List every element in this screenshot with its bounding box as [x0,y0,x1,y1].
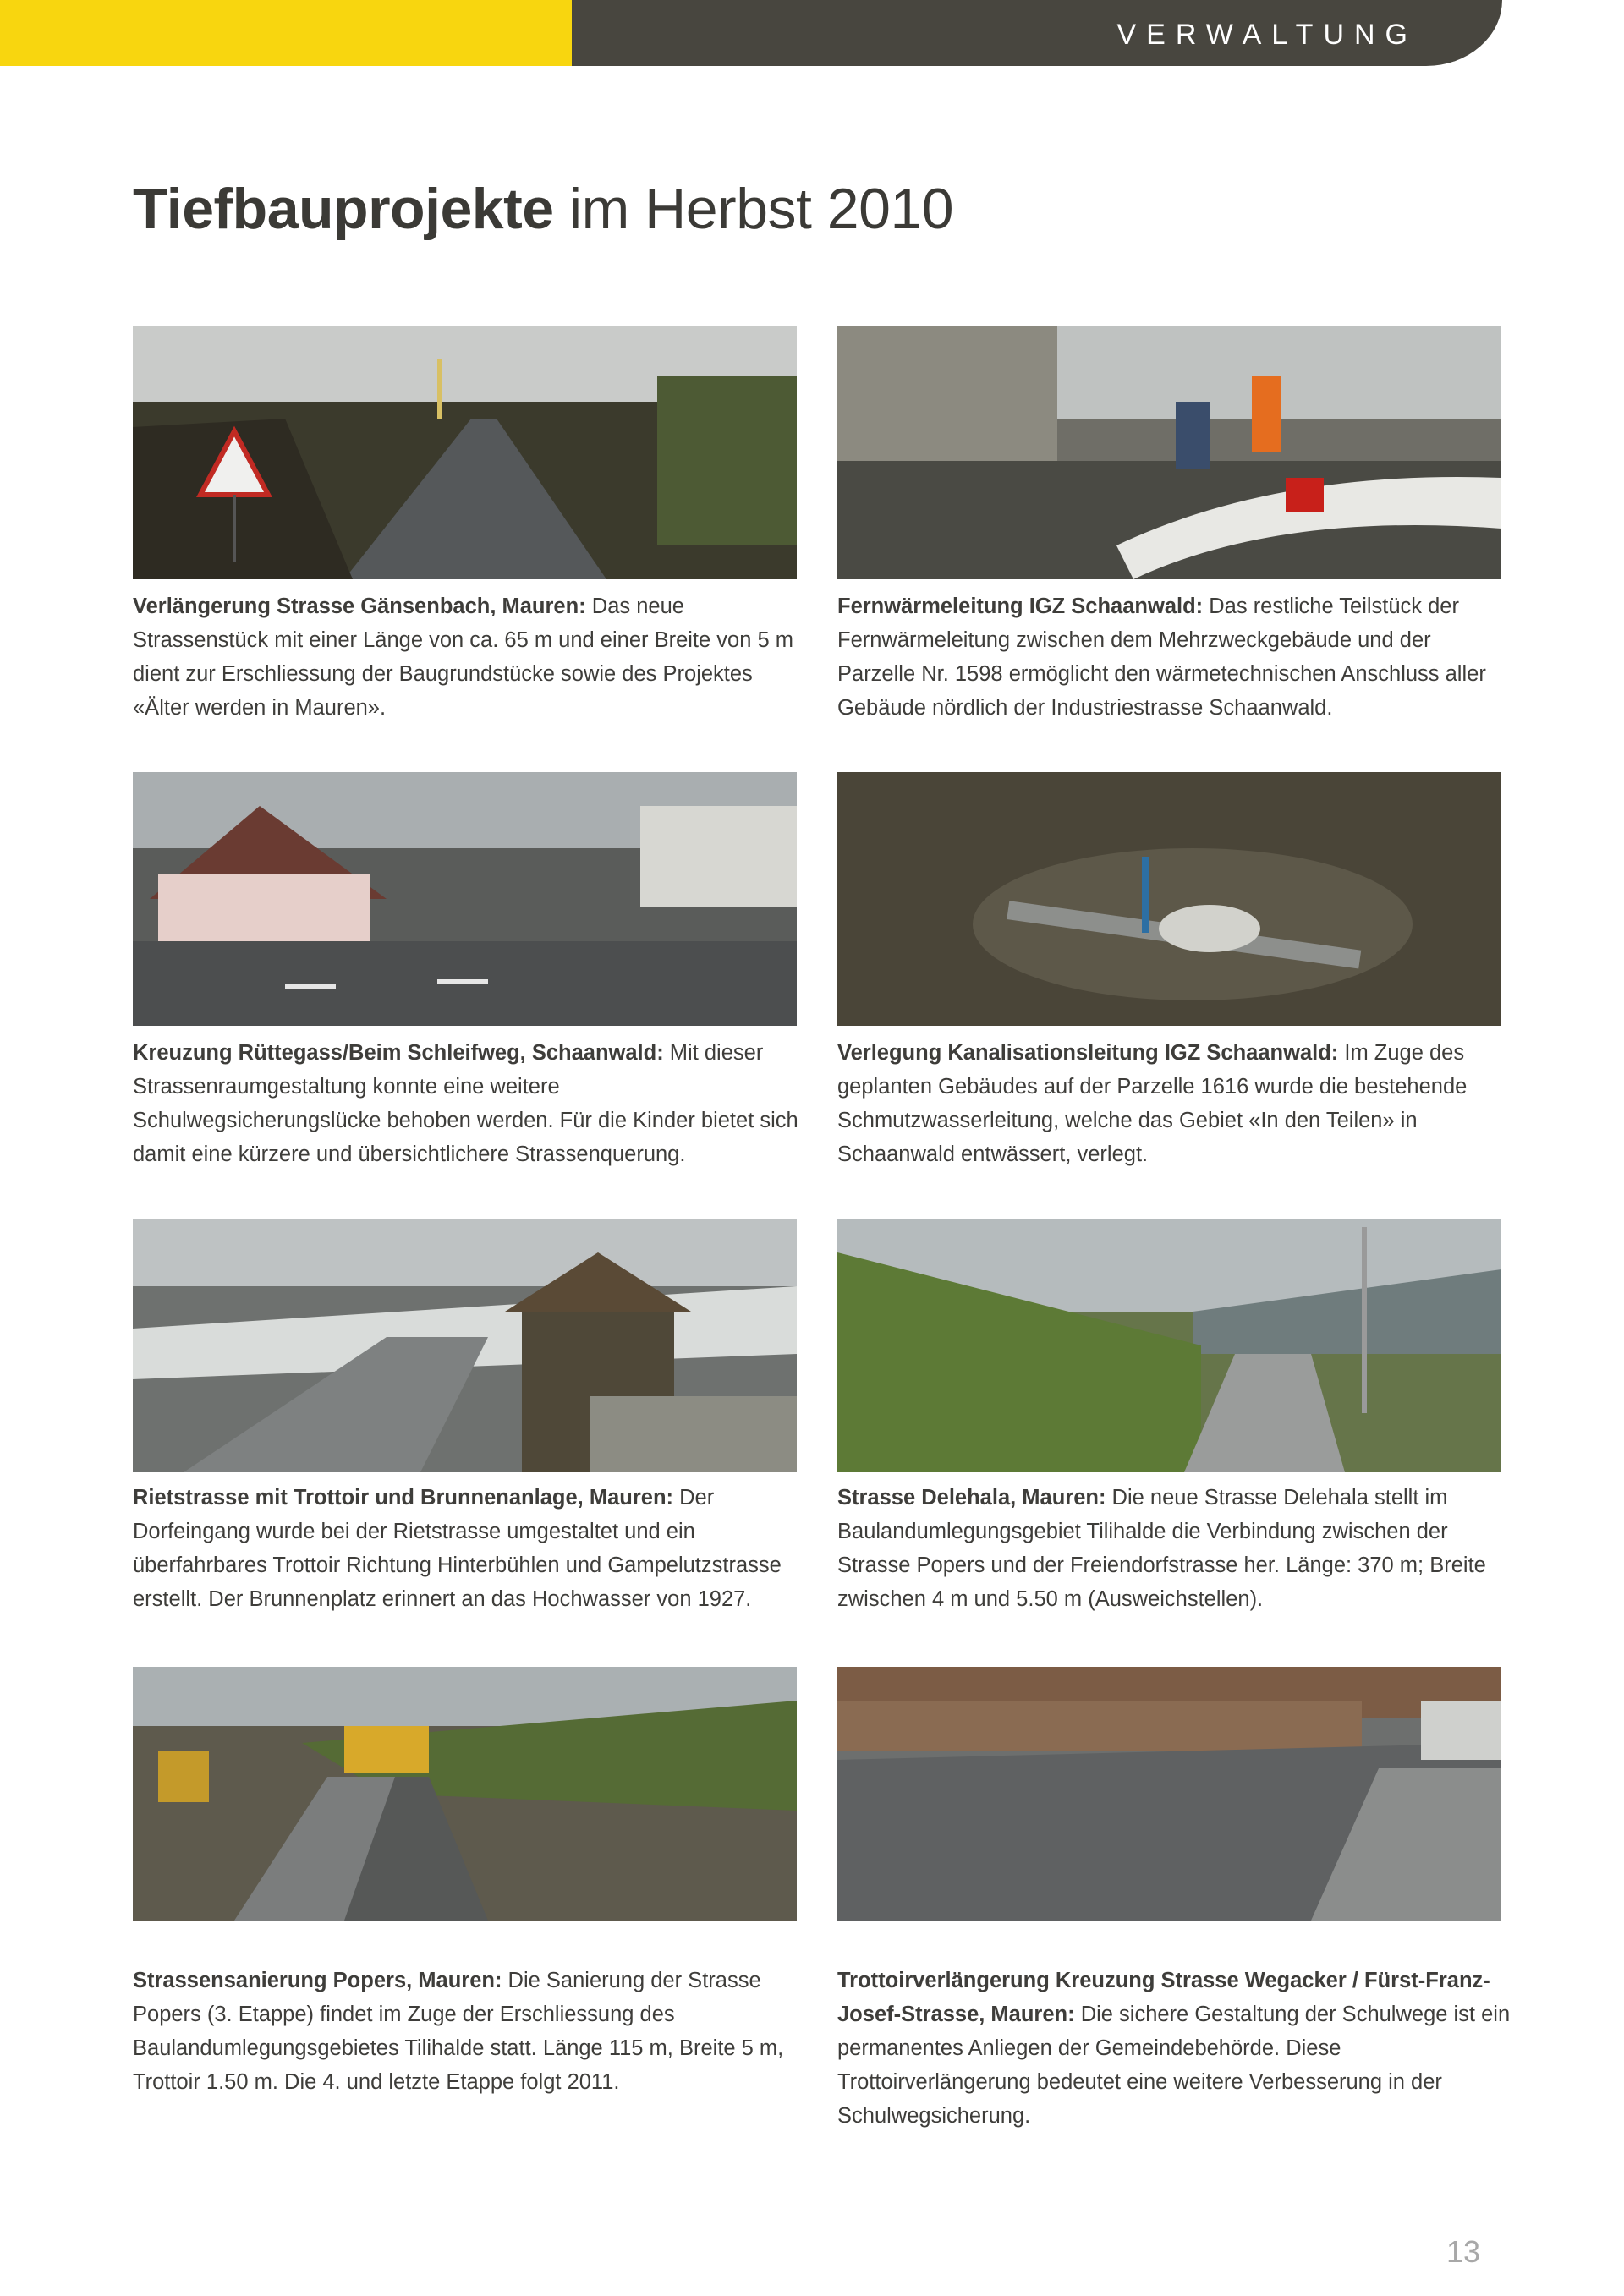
caption-project-6 [837,1481,1514,1616]
header-accent-bar [0,0,572,66]
photo-road-construction-sign [133,326,797,579]
caption-text: Mit dieser Strassenraumgestaltung konnte eine weitere Schulwegsicherungslücke behoben werden. Für die Kinder bietet sich damit eine kürzere und übersichtlichere Strassenquerung. [133,1041,798,1166]
caption-heading: Verlängerung Strasse Gänsenbach, Mauren: [133,595,586,618]
caption-heading: Strassensanierung Popers, Mauren: [133,1969,502,1992]
photo-new-road-delehala [837,1219,1501,1472]
caption-text: Der Dorfeingang wurde bei der Rietstrasse umgestaltet und ein überfahrbares Trottoir Richtung Hinterbühlen und Gampelutzstrasse erstellt. Der Brunnenplatz erinnert an das Hochwasser von 1927. [133,1486,782,1611]
page-number: 13 [1446,2234,1481,2269]
caption-heading: Strasse Delehala, Mauren: [837,1486,1106,1510]
caption-heading: Trottoirverlängerung Kreuzung Strasse Wegacker / Fürst-Franz-Josef-Strasse, Mauren: [837,1969,1490,2026]
section-label: VERWALTUNG [1116,19,1418,51]
caption-heading: Fernwärmeleitung IGZ Schaanwald: [837,595,1204,618]
header-section-bar [572,0,1502,66]
page-title [133,176,953,242]
caption-text: Das neue Strassenstück mit einer Länge von ca. 65 m und einer Breite von 5 m dient zur Erschliessung der Baugrundstücke sowie des Projektes «Älter werden in Mauren». [133,595,793,720]
photo-road-renovation-popers [133,1667,797,1921]
caption-project-2 [837,589,1514,725]
caption-heading: Kreuzung Rüttegass/Beim Schleifweg, Schaanwald: [133,1041,664,1065]
title-rest: im Herbst 2010 [553,177,954,241]
caption-project-1 [133,589,809,725]
photo-crossing-road [133,772,797,1026]
title-bold: Tiefbauprojekte [133,177,554,241]
caption-project-7 [133,1964,809,2099]
caption-text: Die Sanierung der Strasse Popers (3. Etappe) findet im Zuge der Erschliessung des Baulandumlegungsgebietes Tilihalde statt. Länge 115 m, Breite 5 m, Trottoir 1.50 m. Die 4. und letzte Etappe folgt 2011. [133,1969,784,2094]
photo-sidewalk-extension [837,1667,1501,1921]
caption-project-3 [133,1036,809,1171]
caption-heading: Rietstrasse mit Trottoir und Brunnenanlage, Mauren: [133,1486,674,1510]
caption-text: Die sichere Gestaltung der Schulwege ist ein permanentes Anliegen der Gemeindebehörde. Diese Trottoirverlängerung bedeutet eine weitere Verbesserung in der Schulwegsicherung. [837,2003,1511,2128]
caption-heading: Verlegung Kanalisationsleitung IGZ Schaanwald: [837,1041,1339,1065]
photo-district-heating-pipe [837,326,1501,579]
photo-sewer-pipe-trench [837,772,1501,1026]
caption-project-4 [837,1036,1514,1171]
photo-sidewalk-fountain [133,1219,797,1472]
caption-project-5 [133,1481,809,1616]
caption-text: Das restliche Teilstück der Fernwärmeleitung zwischen dem Mehrzweckgebäude und der Parzelle Nr. 1598 ermöglicht den wärmetechnischen Anschluss aller Gebäude nördlich der Industriestrasse Schaanwald. [837,595,1486,720]
caption-text: Im Zuge des geplanten Gebäudes auf der Parzelle 1616 wurde die bestehende Schmutzwasserleitung, welche das Gebiet «In den Teilen» in Schaanwald entwässert, verlegt. [837,1041,1468,1166]
caption-project-8 [837,1964,1514,2133]
caption-text: Die neue Strasse Delehala stellt im Baulandumlegungsgebiet Tilihalde die Verbindung zwischen der Strasse Popers und der Freiendorfstrasse her. Länge: 370 m; Breite zwischen 4 m und 5.50 m (Ausweichstellen). [837,1486,1486,1611]
